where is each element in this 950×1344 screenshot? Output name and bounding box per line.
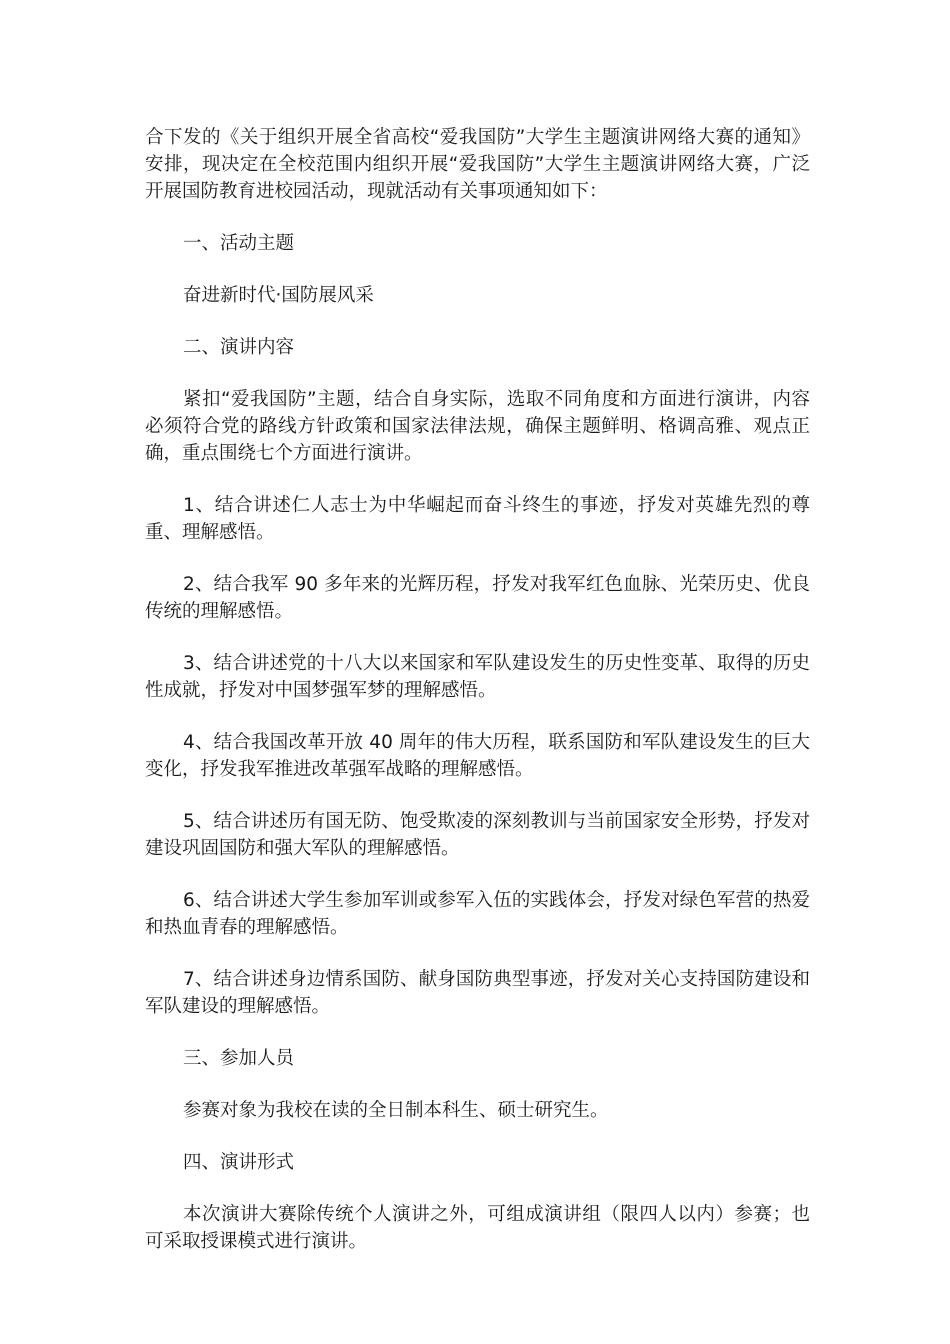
list-item-3: 3、结合讲述党的十八大以来国家和军队建设发生的历史性变革、取得的历史性成就，抒发对中国梦强军梦的理解感悟。 <box>145 653 810 701</box>
section-heading-format: 四、演讲形式 <box>183 1152 295 1173</box>
content-paragraph: 紧扣“爱我国防”主题，结合自身实际，选取不同角度和方面进行演讲，内容必须符合党的路线方针政策和国家法律法规，确保主题鲜明、格调高雅、观点正确，重点围绕七个方面进行演讲。 <box>145 389 810 464</box>
document-page <box>145 124 810 1280</box>
section-heading-theme: 一、活动主题 <box>183 233 295 254</box>
theme-paragraph: 奋进新时代·国防展风采 <box>183 285 374 306</box>
list-item-7: 7、结合讲述身边情系国防、献身国防典型事迹，抒发对关心支持国防建设和军队建设的理解感悟。 <box>145 969 810 1017</box>
list-item-2: 2、结合我军 90 多年来的光辉历程，抒发对我军红色血脉、光荣历史、优良传统的理解感悟。 <box>145 574 810 622</box>
participants-paragraph: 参赛对象为我校在读的全日制本科生、硕士研究生。 <box>183 1100 609 1121</box>
section-heading-participants: 三、参加人员 <box>183 1048 295 1069</box>
intro-paragraph: 合下发的《关于组织开展全省高校“爱我国防”大学生主题演讲网络大赛的通知》安排，现决定在全校范围内组织开展“爱我国防”大学生主题演讲网络大赛，广泛开展国防教育进校园活动，现就活动有关事项通知如下： <box>145 127 810 202</box>
format-paragraph: 本次演讲大赛除传统个人演讲之外，可组成演讲组（限四人以内）参赛；也可采取授课模式进行演讲。 <box>145 1204 810 1252</box>
list-item-5: 5、结合讲述历有国无防、饱受欺凌的深刻教训与当前国家安全形势，抒发对建设巩固国防和强大军队的理解感悟。 <box>145 811 810 859</box>
list-item-6: 6、结合讲述大学生参加军训或参军入伍的实践体会，抒发对绿色军营的热爱和热血青春的理解感悟。 <box>145 890 810 938</box>
list-item-1: 1、结合讲述仁人志士为中华崛起而奋斗终生的事迹，抒发对英雄先烈的尊重、理解感悟。 <box>145 495 810 543</box>
list-item-4: 4、结合我国改革开放 40 周年的伟大历程，联系国防和军队建设发生的巨大变化，抒发我军推进改革强军战略的理解感悟。 <box>145 732 810 780</box>
section-heading-content: 二、演讲内容 <box>183 337 295 358</box>
